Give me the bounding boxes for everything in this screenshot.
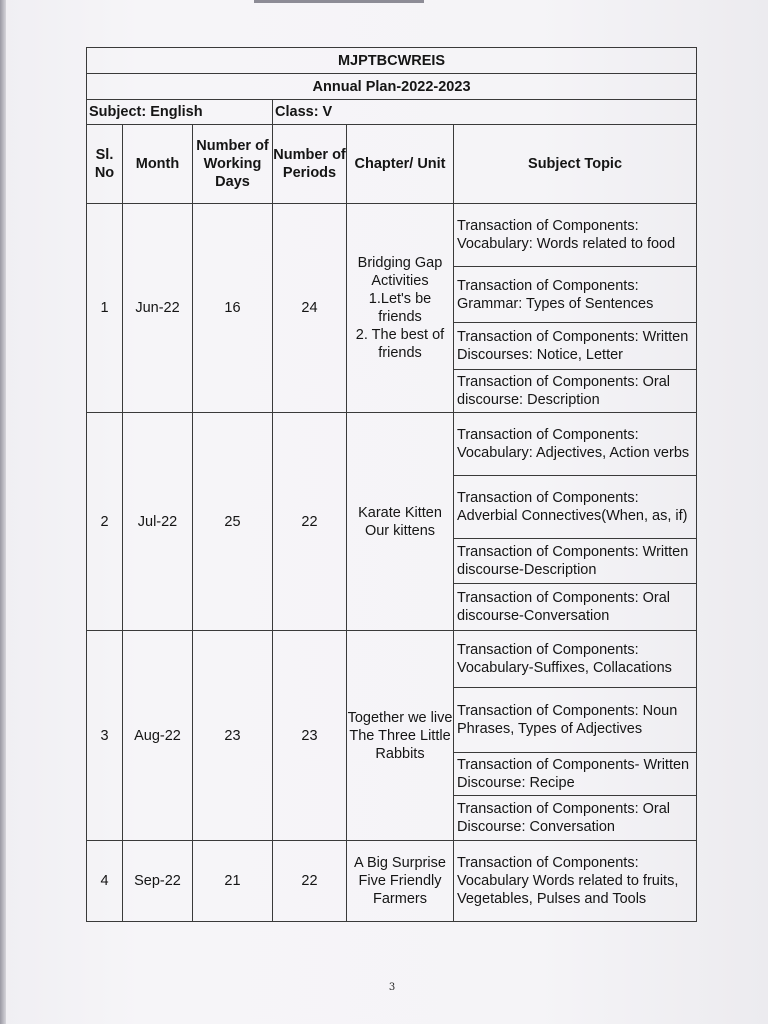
col-header-periods: Number of Periods [273,125,347,204]
cell-topic: Transaction of Components- Written Discourse: Recipe [454,753,697,796]
plan-title: Annual Plan-2022-2023 [87,74,697,100]
table-row [87,413,697,476]
document-page [4,0,768,1024]
table-row [87,841,697,922]
cell-chapter: Karate Kitten Our kittens [347,413,454,631]
cell-sl: 2 [87,413,123,631]
cell-topic: Transaction of Components: Vocabulary: Adjectives, Action verbs [454,413,697,476]
page-top-edge [254,0,424,3]
cell-topic: Transaction of Components: Oral Discourse: Conversation [454,796,697,841]
col-header-month: Month [123,125,193,204]
cell-periods: 23 [273,631,347,841]
class-label: Class: V [273,100,697,125]
cell-month: Sep-22 [123,841,193,922]
cell-working-days: 16 [193,204,273,413]
cell-periods: 22 [273,413,347,631]
org-title: MJPTBCWREIS [87,48,697,74]
cell-sl: 4 [87,841,123,922]
cell-topic: Transaction of Components: Vocabulary: Words related to food [454,204,697,267]
cell-working-days: 21 [193,841,273,922]
cell-month: Jul-22 [123,413,193,631]
cell-topic: Transaction of Components: Written discourse-Description [454,539,697,584]
cell-month: Aug-22 [123,631,193,841]
cell-chapter: Bridging Gap Activities 1.Let's be friends 2. The best of friends [347,204,454,413]
col-header-topic: Subject Topic [454,125,697,204]
cell-topic: Transaction of Components: Adverbial Connectives(When, as, if) [454,476,697,539]
cell-topic: Transaction of Components: Vocabulary Words related to fruits, Vegetables, Pulses and Tools [454,841,697,922]
col-header-chapter: Chapter/ Unit [347,125,454,204]
annual-plan-table [86,47,697,922]
cell-sl: 3 [87,631,123,841]
cell-working-days: 23 [193,631,273,841]
column-header-row [87,125,697,204]
table-row [87,204,697,267]
cell-periods: 22 [273,841,347,922]
subject-label: Subject: English [87,100,273,125]
cell-month: Jun-22 [123,204,193,413]
cell-periods: 24 [273,204,347,413]
table-row [87,631,697,688]
col-header-working-days: Number of Working Days [193,125,273,204]
page-number: 3 [388,982,396,993]
cell-sl: 1 [87,204,123,413]
cell-working-days: 25 [193,413,273,631]
cell-chapter: Together we live The Three Little Rabbits [347,631,454,841]
cell-topic: Transaction of Components: Grammar: Types of Sentences [454,267,697,323]
cell-topic: Transaction of Components: Oral discourse-Conversation [454,584,697,631]
cell-chapter: A Big Surprise Five Friendly Farmers [347,841,454,922]
col-header-sl: Sl. No [87,125,123,204]
cell-topic: Transaction of Components: Vocabulary-Suffixes, Collacations [454,631,697,688]
cell-topic: Transaction of Components: Oral discourse: Description [454,370,697,413]
cell-topic: Transaction of Components: Noun Phrases, Types of Adjectives [454,688,697,753]
cell-topic: Transaction of Components: Written Discourses: Notice, Letter [454,323,697,370]
